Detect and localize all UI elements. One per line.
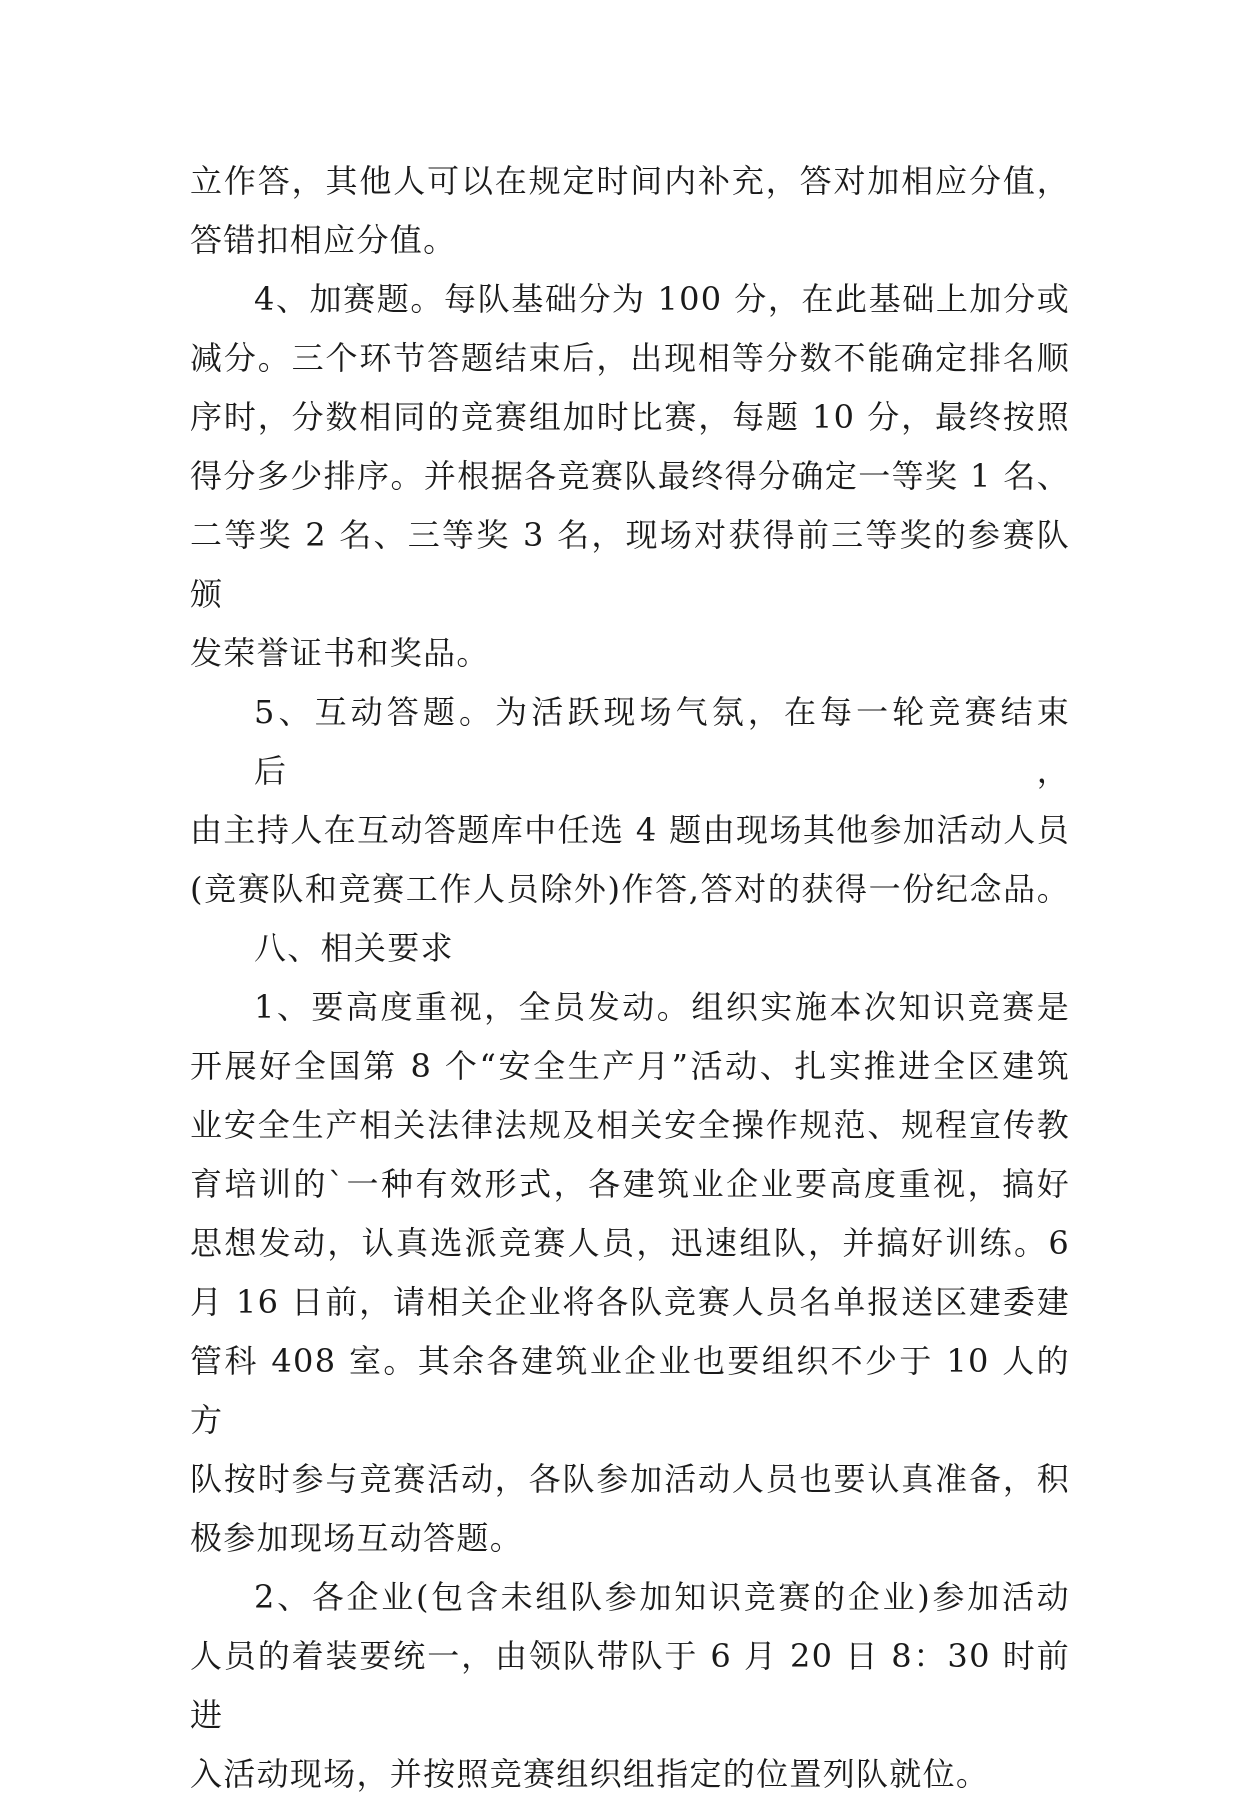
text-line: 思想发动，认真选派竞赛人员，迅速组队，并搞好训练。6 (190, 1224, 1070, 1262)
document-body (190, 152, 1070, 1804)
text-line: 入活动现场，并按照竞赛组织组指定的位置列队就位。 (190, 1755, 990, 1793)
paragraph-requirement-1 (190, 978, 1070, 1568)
text-line: 极参加现场互动答题。 (190, 1519, 524, 1557)
text-line: 队按时参与竞赛活动，各队参加活动人员也要认真准备，积 (190, 1460, 1070, 1498)
text-line: 月 16 日前，请相关企业将各队竞赛人员名单报送区建委建 (190, 1283, 1070, 1321)
text-line: 管科 408 室。其余各建筑业企业也要组织不少于 10 人的方 (190, 1342, 1070, 1439)
heading-text: 八、相关要求 (254, 929, 454, 967)
text-line: (竞赛队和竞赛工作人员除外)作答,答对的获得一份纪念品。 (190, 870, 1070, 908)
text-line: 发荣誉证书和奖品。 (190, 634, 490, 672)
text-line: 育培训的`一种有效形式，各建筑业企业要高度重视，搞好 (190, 1165, 1070, 1203)
text-line: 1、要高度重视，全员发动。组织实施本次知识竞赛是 (254, 988, 1070, 1026)
text-line: 开展好全国第 8 个“安全生产月”活动、扎实推进全区建筑 (190, 1047, 1070, 1085)
text-line: 减分。三个环节答题结束后，出现相等分数不能确定排名顺 (190, 339, 1070, 377)
paragraph-requirement-2 (190, 1568, 1070, 1804)
text-line: 二等奖 2 名、三等奖 3 名，现场对获得前三等奖的参赛队颁 (190, 516, 1070, 613)
text-line: 5、互动答题。为活跃现场气氛，在每一轮竞赛结束后， (254, 693, 1070, 790)
text-line: 答错扣相应分值。 (190, 221, 457, 259)
text-line: 人员的着装要统一，由领队带队于 6 月 20 日 8：30 时前进 (190, 1637, 1070, 1734)
text-line: 立作答，其他人可以在规定时间内补充，答对加相应分值， (190, 162, 1070, 200)
text-line: 业安全生产相关法律法规及相关安全操作规范、规程宣传教 (190, 1106, 1070, 1144)
text-line: 由主持人在互动答题库中任选 4 题由现场其他参加活动人员 (190, 811, 1070, 849)
text-line: 序时，分数相同的竞赛组加时比赛，每题 10 分，最终按照 (190, 398, 1070, 436)
text-line: 得分多少排序。并根据各竞赛队最终得分确定一等奖 1 名、 (190, 457, 1070, 495)
paragraph-tiebreaker (190, 270, 1070, 683)
section-heading-requirements (190, 919, 1070, 978)
text-line: 4、加赛题。每队基础分为 100 分，在此基础上加分或 (254, 280, 1070, 318)
paragraph-interactive-questions (190, 683, 1070, 919)
paragraph-scoring-rules (190, 152, 1070, 270)
text-line: 2、各企业(包含未组队参加知识竞赛的企业)参加活动 (254, 1578, 1070, 1616)
